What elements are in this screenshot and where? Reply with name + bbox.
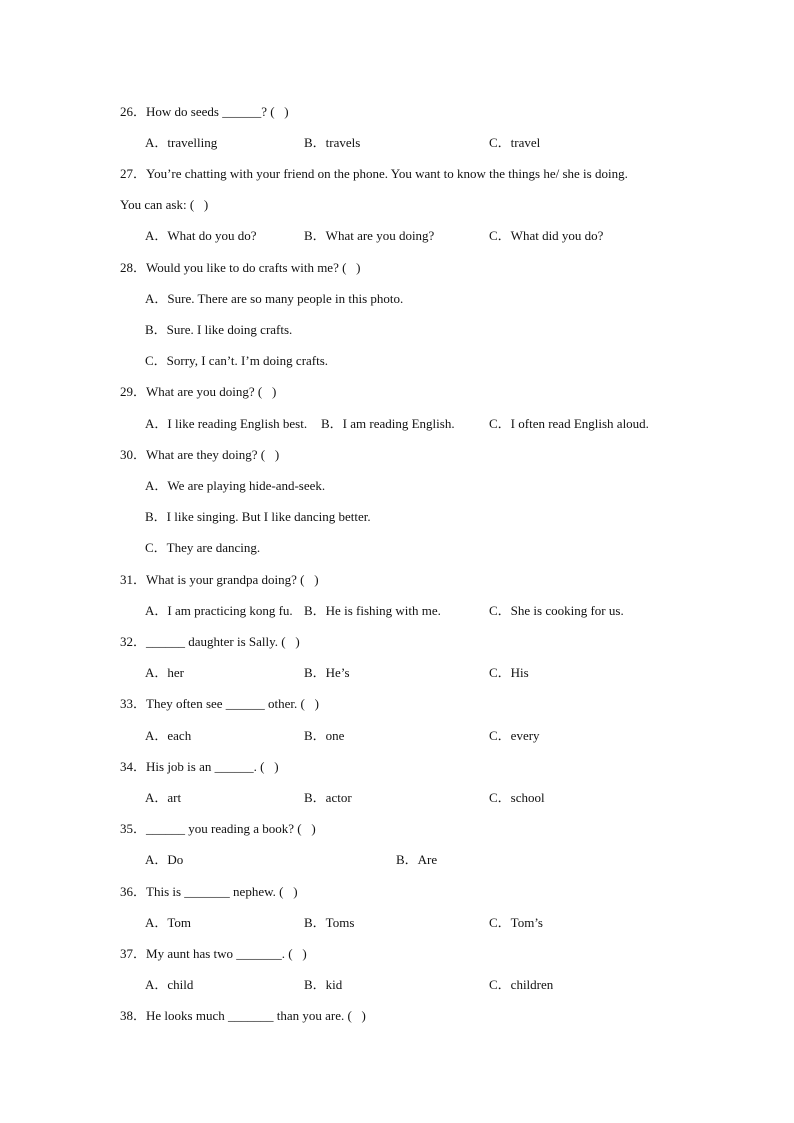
question-29	[120, 384, 276, 400]
option-33-b: B．one	[304, 728, 345, 743]
question-number: 31．	[120, 572, 147, 587]
option-36-a: A．Tom	[145, 915, 192, 930]
question-text: You’re chatting with your friend on the phone. You want to know the things he/ she is doing.	[146, 166, 628, 181]
question-27-continued: You can ask: ( )	[120, 197, 209, 212]
option-32-b: B．He’s	[304, 665, 350, 680]
option-33-c: C．every	[489, 728, 540, 743]
option-26-a: A．travelling	[145, 135, 218, 150]
question-text: What is your grandpa doing? ( )	[146, 572, 319, 587]
question-30	[120, 447, 279, 463]
option-32-a: A．her	[145, 665, 184, 680]
question-38	[120, 1008, 366, 1024]
question-text: He looks much _______ than you are. ( )	[146, 1008, 366, 1023]
option-35-a: A．Do	[145, 852, 184, 867]
question-31	[120, 572, 319, 588]
question-number: 36．	[120, 884, 147, 899]
question-text: ______ you reading a book? ( )	[146, 821, 316, 836]
option-31-c: C．She is cooking for us.	[489, 603, 624, 618]
option-29-b: B．I am reading English.	[321, 416, 455, 431]
option-37-a: A．child	[145, 977, 194, 992]
question-number: 26．	[120, 104, 147, 119]
option-29-a: A．I like reading English best.	[145, 416, 308, 431]
option-26-b: B．travels	[304, 135, 361, 150]
question-text: What are they doing? ( )	[146, 447, 280, 462]
question-text: My aunt has two _______. ( )	[146, 946, 307, 961]
question-34	[120, 759, 279, 775]
question-27	[120, 166, 628, 182]
question-number: 27．	[120, 166, 147, 181]
option-27-a: A．What do you do?	[145, 228, 257, 243]
option-28-a: A．Sure. There are so many people in this photo.	[145, 291, 404, 306]
question-33	[120, 696, 319, 712]
question-number: 35．	[120, 821, 147, 836]
option-27-b: B．What are you doing?	[304, 228, 435, 243]
question-number: 32．	[120, 634, 147, 649]
question-28	[120, 260, 361, 276]
option-31-a: A．I am practicing kong fu.	[145, 603, 293, 618]
question-text: This is _______ nephew. ( )	[146, 884, 298, 899]
question-number: 28．	[120, 260, 147, 275]
question-text: How do seeds ______? ( )	[146, 104, 289, 119]
question-35	[120, 821, 316, 837]
question-26	[120, 104, 289, 120]
option-36-c: C．Tom’s	[489, 915, 543, 930]
question-text: Would you like to do crafts with me? ( )	[146, 260, 361, 275]
question-text: ______ daughter is Sally. ( )	[146, 634, 300, 649]
option-37-c: C．children	[489, 977, 554, 992]
option-28-b: B．Sure. I like doing crafts.	[145, 322, 293, 337]
question-number: 34．	[120, 759, 147, 774]
option-31-b: B．He is fishing with me.	[304, 603, 441, 618]
option-35-b: B．Are	[396, 852, 438, 867]
option-34-b: B．actor	[304, 790, 352, 805]
option-36-b: B．Toms	[304, 915, 355, 930]
option-37-b: B．kid	[304, 977, 343, 992]
option-32-c: C．His	[489, 665, 529, 680]
question-number: 38．	[120, 1008, 147, 1023]
question-text: What are you doing? ( )	[146, 384, 277, 399]
question-32	[120, 634, 300, 650]
option-34-c: C．school	[489, 790, 545, 805]
option-30-c: C．They are dancing.	[145, 540, 261, 555]
question-37	[120, 946, 307, 962]
option-30-a: A．We are playing hide-and-seek.	[145, 478, 326, 493]
option-29-c: C．I often read English aloud.	[489, 416, 649, 431]
question-text: They often see ______ other. ( )	[146, 696, 319, 711]
question-number: 37．	[120, 946, 147, 961]
question-number: 33．	[120, 696, 147, 711]
question-36	[120, 884, 298, 900]
question-text: His job is an ______. ( )	[146, 759, 279, 774]
option-30-b: B．I like singing. But I like dancing better.	[145, 509, 371, 524]
option-26-c: C．travel	[489, 135, 541, 150]
option-27-c: C．What did you do?	[489, 228, 604, 243]
question-number: 30．	[120, 447, 147, 462]
option-28-c: C．Sorry, I can’t. I’m doing crafts.	[145, 353, 329, 368]
option-33-a: A．each	[145, 728, 192, 743]
question-number: 29．	[120, 384, 147, 399]
option-34-a: A．art	[145, 790, 182, 805]
